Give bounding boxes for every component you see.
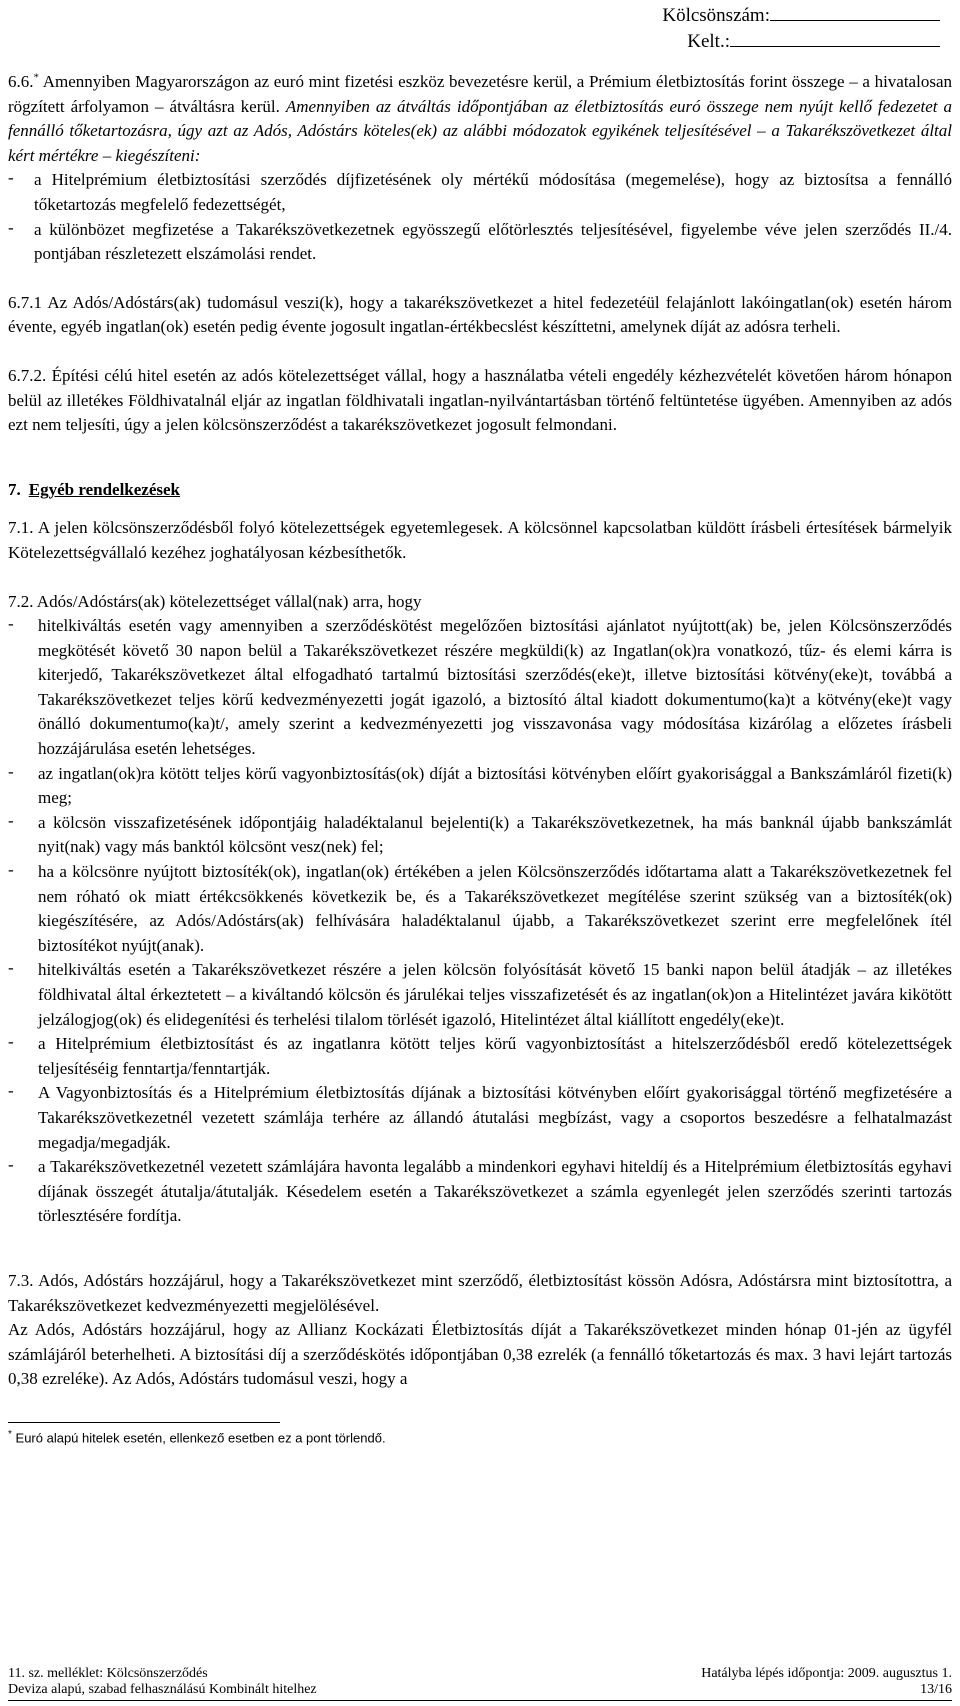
paragraph-7-1: 7.1. A jelen kölcsönszerződésből folyó kötelezettségek egyetemlegesek. A kölcsönnel kapcsolatban küldött írásbeli értesítések bármelyik Kötelezettségvállaló kezéhez joghatályosan kézbesíthetők.	[8, 518, 952, 562]
list-item: - hitelkiváltás esetén vagy amennyiben a szerződéskötést megelőzően biztosítási ajánlatot nyújtott(ak) be, jelen Kölcsönszerződés megkötését követő 30 napon belül a Takarékszövetkezet részére megküldi(k) az Ingatlan(ok)ra vonatkozó, tűz- és elemi kárra is kiterjedő, Takarékszövetkezet által elfogadható tartalmú biztosítási szerződés(eke)t, illetve biztosítási kötvény(eke)t, továbbá a Takarékszövetkezet teljes körű kedvezményezetti jogát igazoló, a biztosító által kiadott dokumentumo(ka)t a kötvény(eke)t vagy önálló dokumentumo(ka)t/, amely szerint a kedvezményezetti jog visszavonása vagy módosítása kizárólag a előzetes írásbeli hozzájárulása esetén lehetséges.	[8, 614, 952, 759]
paragraph-7-3-cont: Az Adós, Adóstárs hozzájárul, hogy az Allianz Kockázati Életbiztosítás díját a Takarékszövetkezet minden hónap 01-jén az ügyfél számlájáról beterhelheti. A biztosítási díj a szerződéskötés időpontjában 0,38 ezrelék (a fennálló tőketartozás és max. 3 havi lejárt tartozás 0,38 ezreléke). Az Adós, Adóstárs tudomásul veszi, hogy a	[8, 1320, 952, 1389]
footer-doc-name: 11. sz. melléklet: Kölcsönszerződés	[8, 1666, 208, 1681]
paragraph-6-6: 6.6.* Amennyiben Magyarországon az euró mint fizetési eszköz bevezetésre kerül, a Prémium életbiztosítás forint összege – a hivatalosan rögzített árfolyamon – átváltásra kerül. Amennyiben az átváltás időpontjában az életbiztosítás euró összege nem nyújt kellő fedezetet a fennálló tőketartozásra, úgy azt az Adós, Adóstárs köteles(ek) az alábbi módozatok egyikének teljesítésével – a Takarékszövetkezet által kért mértékre – kiegészíteni:	[8, 71, 953, 165]
list-item: - a kölcsön visszafizetésének időpontjáig haladéktalanul bejelenti(k) a Takarékszövetkezetnek, ha más banknál újabb bankszámlát nyit(nak) vagy más banktól kölcsönt vesz(nek) fel;	[8, 810, 952, 857]
footer-loan-type: Deviza alapú, szabad felhasználású Kombinált hitelhez	[8, 1682, 317, 1697]
loan-number-field[interactable]	[770, 2, 940, 21]
footer-effective-date: Hatályba lépés időpontja: 2009. augusztus 1.	[701, 1666, 952, 1681]
list-item: - A Vagyonbiztosítás és a Hitelprémium életbiztosítás díjának a biztosítási kötvényben előírt gyakorisággal történő megfizetésére a Takarékszövetkezetnél vezetett számlája terhére az állandó átutalási megbízást, vagy a csoportos beszedésre a felhatalmazást megadja/megadják.	[8, 1081, 952, 1152]
paragraph-6-7-2: 6.7.2. Építési célú hitel esetén az adós kötelezettséget vállal, hogy a használatba vételi engedély kézhezvételét követően három hónapon belül az illetékes Földhivatalnál eljár az ingatlan földhivatali ingatlan-nyilvántartásban történő feltüntetése ügyében. Amennyiben az adós ezt nem teljesíti, úgy a jelen kölcsönszerződést a takarékszövetkezet jogosult felmondani.	[8, 365, 952, 435]
list-item: - az ingatlan(ok)ra kötött teljes körű vagyonbiztosítás(ok) díját a biztosítási kötvényben előírt gyakorisággal a Bankszámláról fizeti(k) meg;	[8, 761, 952, 808]
list-item: - a különbözet megfizetése a Takarékszövetkezetnek egyösszegű előtörlesztés teljesítésével, figyelembe véve jelen szerződés II./4. pontjában részletezett elszámolási rendet.	[8, 217, 952, 264]
page-number: 13/16	[920, 1682, 952, 1697]
list-item: - a Takarékszövetkezetnél vezetett számlájára havonta legalább a mindenkori egyhavi hiteldíj és a Hitelprémium életbiztosítás egyhavi díjának összegét átutalja/átutalják. Késedelem esetén a Takarékszövetkezet a számla egyenlegét jelen szerződés szerinti tartozás törlesztésére fordítja.	[8, 1155, 952, 1226]
list-item: - a Hitelprémium életbiztosítást és az ingatlanra kötött teljes körű vagyonbiztosítást a hitelszerződésből eredő kötelezettségek teljesítéséig fenntartja/fenntartják.	[8, 1032, 952, 1078]
paragraph-7-3: 7.3. Adós, Adóstárs hozzájárul, hogy a Takarékszövetkezet mint szerződő, életbiztosítást kössön Adósra, Adóstársra mint biztosítottra, a Takarékszövetkezet kedvezményezetti megjelölésével.	[8, 1270, 952, 1315]
footnote-divider	[8, 1422, 280, 1423]
document-body	[8, 70, 952, 1392]
loan-number-label: Kölcsönszám:	[662, 5, 770, 26]
section-heading-7: 7. Egyéb rendelkezések	[8, 479, 181, 499]
footer	[8, 1666, 952, 1701]
footnote: * Euró alapú hitelek esetén, ellenkező esetben ez a pont törlendő.	[8, 1429, 386, 1446]
date-field[interactable]	[730, 28, 940, 47]
paragraph-6-7-1: 6.7.1 Az Adós/Adóstárs(ak) tudomásul veszi(k), hogy a takarékszövetkezet a hitel fedezetéül felajánlott lakóingatlan(ok) esetén három évente, egyéb ingatlan(ok) esetén pedig évente jogosult ingatlan-értékbecslést készíttetni, amelynek díját az adósra terheli.	[8, 292, 952, 337]
list-item: - a Hitelprémium életbiztosítási szerződés díjfizetésének oly mértékű módosítása (megemelése), hogy az biztosítsa a fennálló tőketartozás megfelelő fedezettségét,	[8, 168, 952, 214]
header	[662, 2, 940, 54]
date-label: Kelt.:	[687, 31, 730, 52]
footnote-reference[interactable]: *	[33, 71, 39, 84]
list-item: - hitelkiváltás esetén a Takarékszövetkezet részére a jelen kölcsön folyósítását követő 15 banki napon belül átadják – az illetékes földhivatal által érkeztetett – a kiváltandó kölcsön és járulékai teljes visszafizetését és az ingatlan(ok)on a Hitelintézet javára kikötött jelzálogjog(ok) és elidegenítési és terhelési tilalom törlését igazoló, Hitelintézet által kiállított engedély(eke)t.	[8, 958, 952, 1029]
paragraph-7-2-lead: 7.2. Adós/Adóstárs(ak) kötelezettséget vállal(nak) arra, hogy	[8, 591, 422, 611]
list-item: - ha a kölcsönre nyújtott biztosíték(ok), ingatlan(ok) értékében a jelen Kölcsönszerződés időtartama alatt a Takarékszövetkezetnek fel nem róható ok miatt értékcsökkenés következik be, és a Takarékszövetkezet megítélése szerint szükség van a biztosíték(ok) kiegészítésére, az Adós/Adóstárs(ak) felhívására haladéktalanul újabb, a Takarékszövetkezet szerint erre megfelelőnek ítél biztosítékot nyújt(anak).	[8, 860, 952, 955]
